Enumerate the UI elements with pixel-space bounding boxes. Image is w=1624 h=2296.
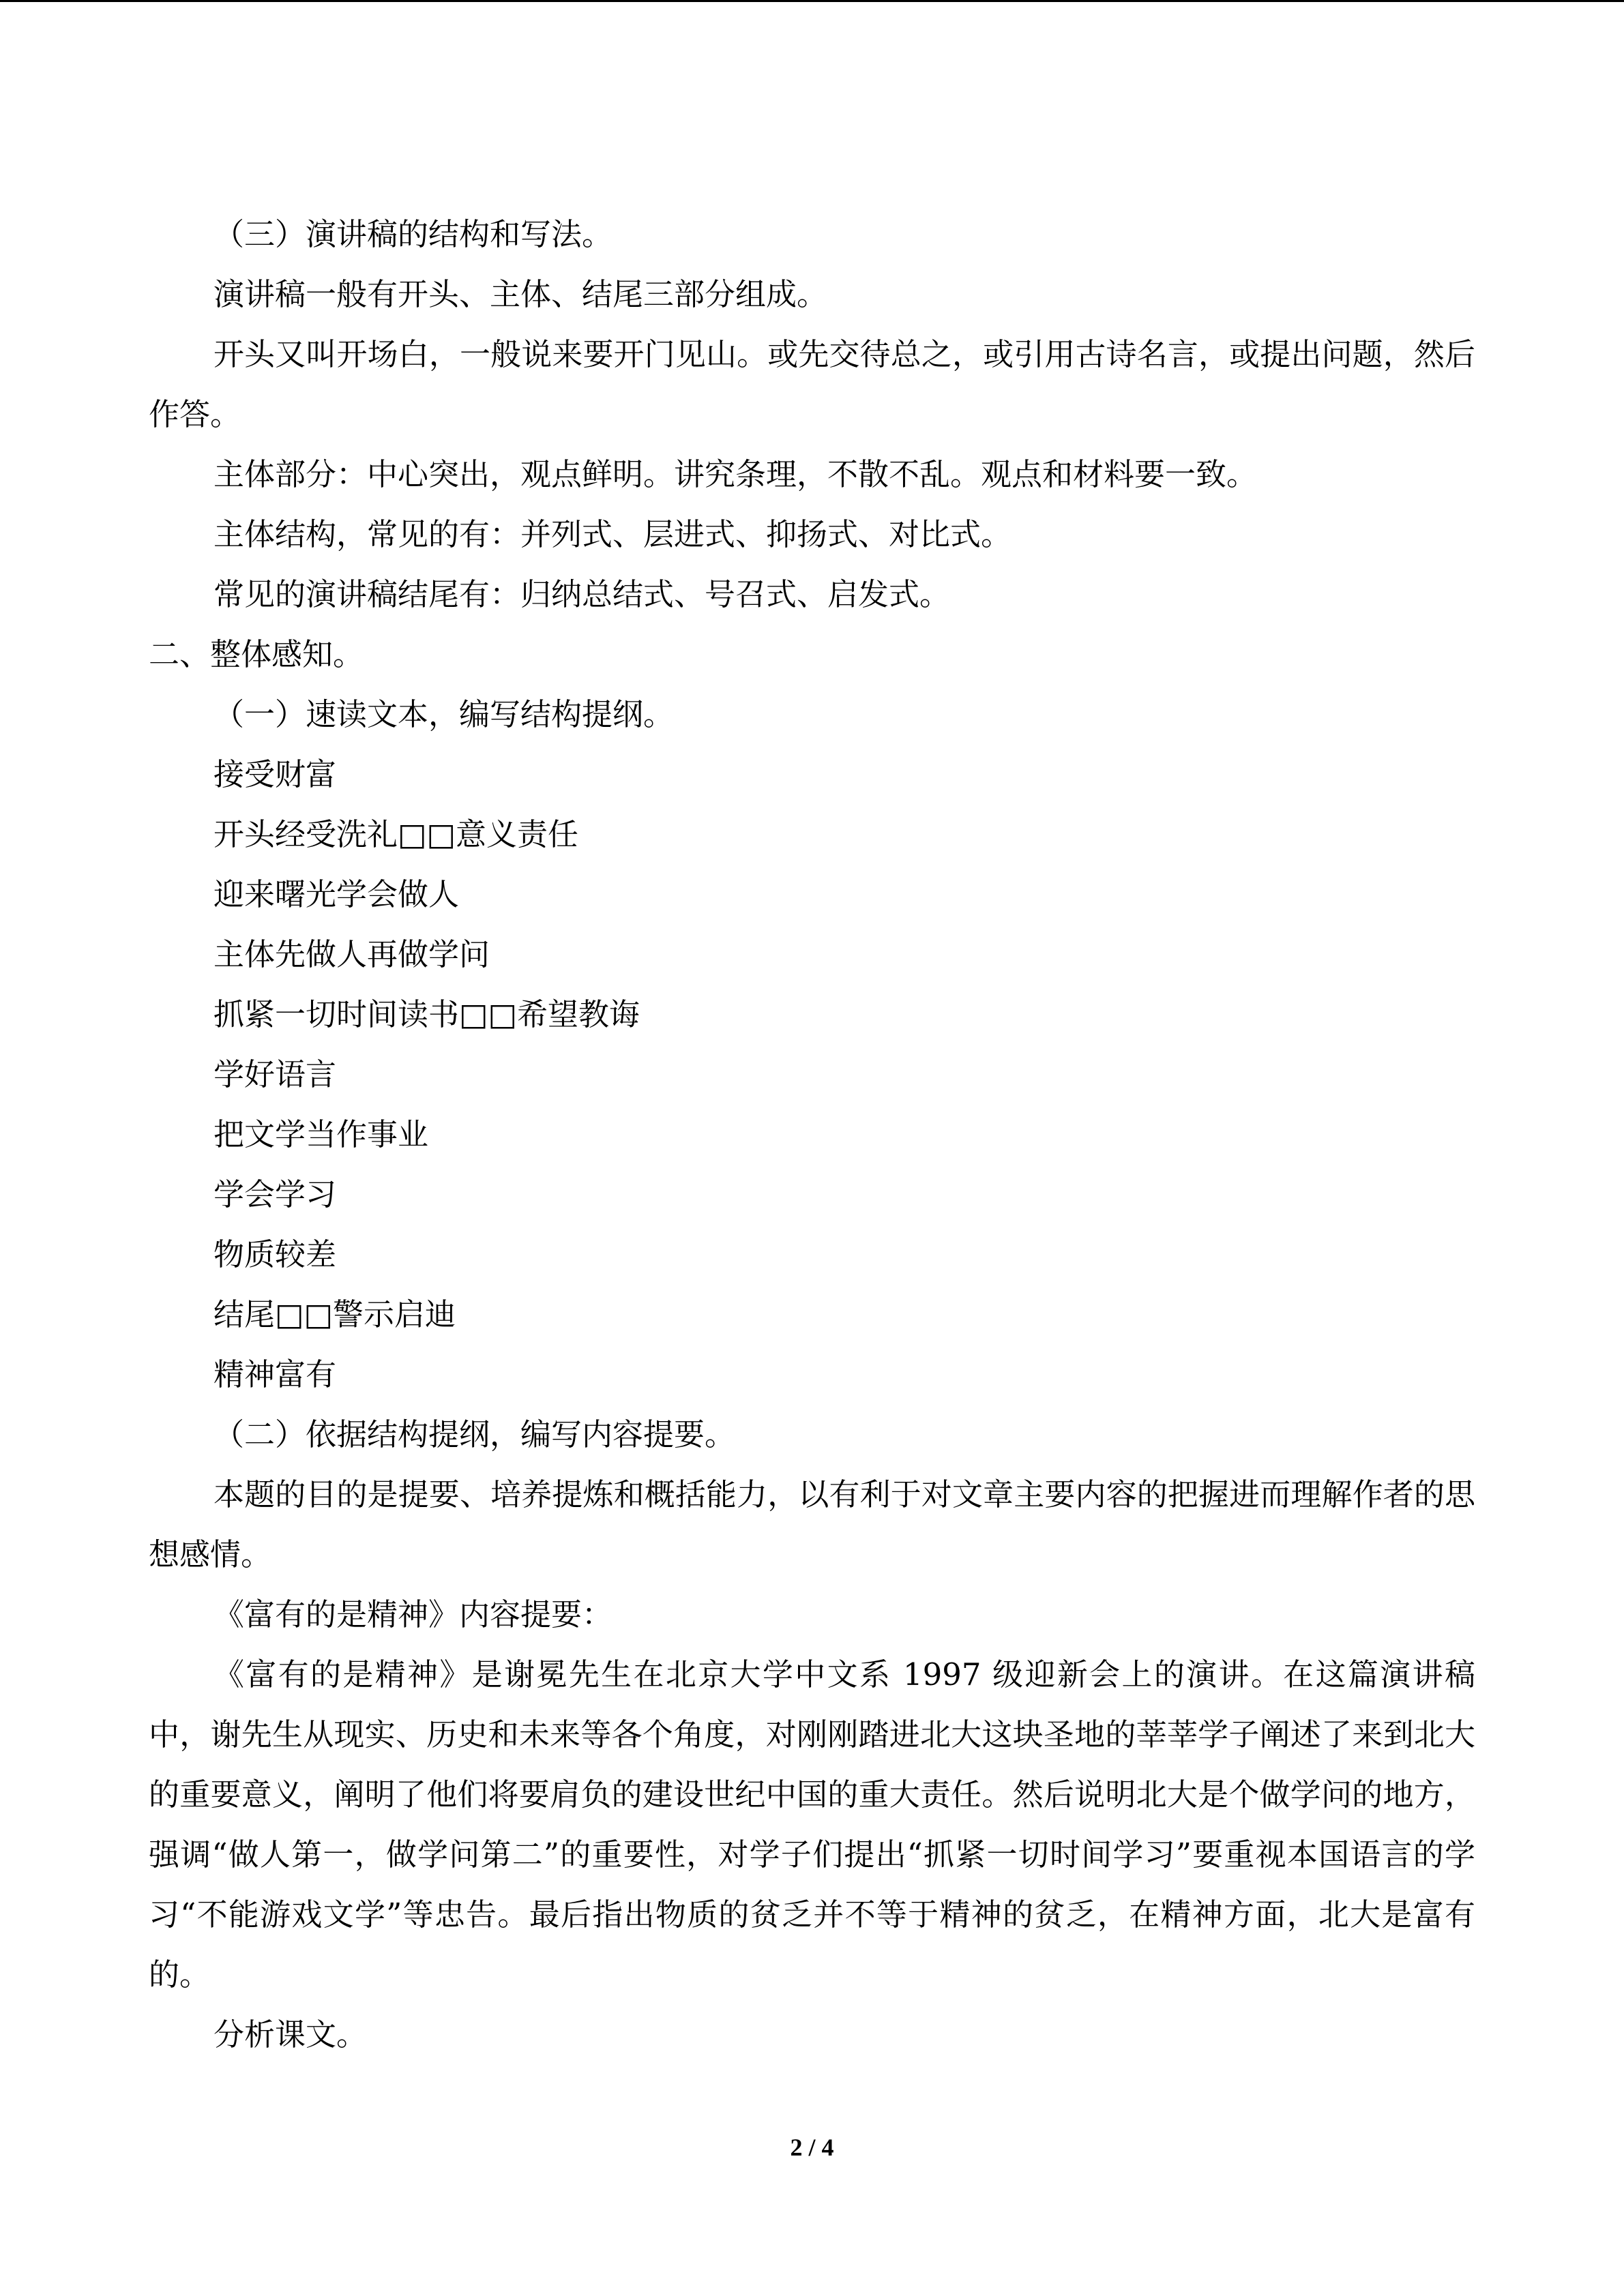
outline-item: 物质较差 <box>213 1236 337 1272</box>
section-heading-speech-structure: （三）演讲稿的结构和写法。 <box>213 216 613 252</box>
page-top-border <box>0 0 1624 2</box>
outline-item: 精神富有 <box>213 1356 337 1392</box>
paragraph: 主体部分：中心突出，观点鲜明。讲究条理，不散不乱。观点和材料要一致。 <box>213 456 1258 492</box>
paragraph: 演讲稿一般有开头、主体、结尾三部分组成。 <box>213 276 828 312</box>
subsection-heading: （一）速读文本，编写结构提纲。 <box>213 696 675 732</box>
outline-item: 主体先做人再做学问 <box>213 936 490 972</box>
paragraph: 主体结构，常见的有：并列式、层进式、抑扬式、对比式。 <box>213 516 1012 552</box>
outline-item: 学好语言 <box>213 1056 337 1092</box>
outline-item: 把文学当作事业 <box>213 1116 429 1152</box>
document-body <box>149 205 1475 2065</box>
section-heading-overall-perception: 二、整体感知。 <box>149 636 364 672</box>
outline-item: 结尾□□警示启迪 <box>213 1296 456 1332</box>
outline-item: 迎来曙光学会做人 <box>213 876 460 912</box>
paragraph: 《富有的是精神》内容提要： <box>213 1596 613 1632</box>
outline-item: 抓紧一切时间读书□□希望教诲 <box>213 996 640 1032</box>
outline-item: 学会学习 <box>213 1176 337 1212</box>
paragraph: 开头又叫开场白，一般说来要开门见山。或先交待总之，或引用古诗名言，或提出问题，然后作答。 <box>149 336 1475 432</box>
paragraph: 常见的演讲稿结尾有：归纳总结式、号召式、启发式。 <box>213 576 951 612</box>
paragraph: 分析课文。 <box>213 2016 368 2053</box>
paragraph: 本题的目的是提要、培养提炼和概括能力，以有利于对文章主要内容的把握进而理解作者的思想感情。 <box>149 1476 1475 1572</box>
outline-item: 开头经受洗礼□□意义责任 <box>213 816 579 852</box>
subsection-heading: （二）依据结构提纲，编写内容提要。 <box>213 1416 736 1452</box>
summary-paragraph: 《富有的是精神》是谢冕先生在北京大学中文系 1997 级迎新会上的演讲。在这篇演讲稿中，谢先生从现实、历史和未来等各个角度，对刚刚踏进北大这块圣地的莘莘学子阐述了来到北大的重要意义，阐明了他们将要肩负的建设世纪中国的重大责任。然后说明北大是个做学问的地方，强调“做人第一，做学问第二”的重要性，对学子们提出“抓紧一切时间学习”要重视本国语言的学习“不能游戏文学”等忠告。最后指出物质的贫乏并不等于精神的贫乏，在精神方面，北大是富有的。 <box>149 1656 1475 1993</box>
page-number: 2 / 4 <box>790 2134 834 2161</box>
outline-item: 接受财富 <box>213 756 337 792</box>
